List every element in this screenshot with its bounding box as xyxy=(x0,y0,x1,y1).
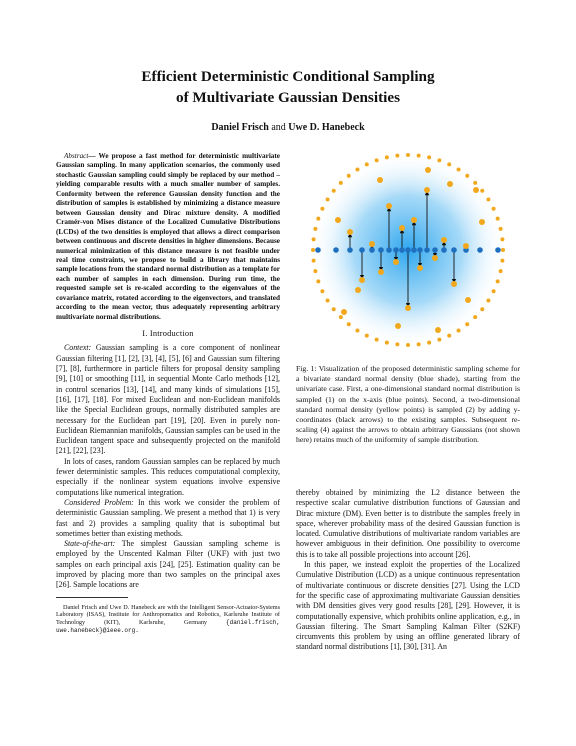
ring-point xyxy=(332,307,336,311)
ring-point xyxy=(339,181,343,185)
ring-point xyxy=(395,342,399,346)
bivariate-point xyxy=(395,323,401,329)
ring-point xyxy=(500,237,504,241)
univariate-point xyxy=(333,247,339,253)
author-name: Daniel Frisch xyxy=(211,122,269,133)
ring-point xyxy=(457,328,461,332)
bivariate-point xyxy=(425,167,431,173)
ring-point xyxy=(316,217,320,221)
ring-point xyxy=(427,341,431,345)
paragraph-text: The simplest Gaussian sampling scheme is employed by the Unscented Kalman Filter (UKF) with just two samples on each principal axis [24], [25]. Estimation quality can be improved by placing more than two samples on the principal axes [26]. Sample locations are xyxy=(56,539,280,590)
ring-point xyxy=(499,227,503,231)
bivariate-point xyxy=(377,177,383,183)
ring-point xyxy=(311,248,315,252)
bivariate-point xyxy=(369,241,375,247)
ring-point xyxy=(465,174,469,178)
ring-point xyxy=(473,315,477,319)
abstract-lead: Abstract xyxy=(64,152,89,160)
ring-point xyxy=(347,322,351,326)
univariate-point xyxy=(359,247,365,253)
title-line-2: of Multivariate Gaussian Densities xyxy=(175,89,400,106)
ring-point xyxy=(480,307,484,311)
ring-point xyxy=(496,279,500,283)
section-heading: I. Introduction xyxy=(142,329,194,339)
author-name: Uwe D. Hanebeck xyxy=(288,122,365,133)
univariate-point xyxy=(477,247,483,253)
univariate-point xyxy=(432,247,438,253)
univariate-point xyxy=(315,247,321,253)
ring-point xyxy=(457,168,461,172)
univariate-point xyxy=(411,247,417,253)
ring-point xyxy=(316,279,320,283)
ring-point xyxy=(500,259,504,263)
title-line-1: Efficient Deterministic Conditional Sampling xyxy=(141,68,435,85)
ring-point xyxy=(312,259,316,263)
figure-caption: Fig. 1: Visualization of the proposed deterministic sampling scheme for a bivariate standard normal density (blue shade), starting from the univariate case. First, a one-dimensional standard normal distribution is sampled (1) on the x-axis (blue points). Second, a two-dimensional standard normal density (yellow points) is sampled (2) by adding y-coordinates (black arrows) to the existing samples. Subsequent re-scaling (4) against the arrows to obtain arbitrary Gaussians (not shown here) retains much of the uniformity of sample distribution. xyxy=(296,364,520,445)
ring-point xyxy=(417,154,421,158)
body-paragraph: thereby obtained by minimizing the L2 distance between the respective scalar cumulative distribution functions of Gaussian and Dirac mixture (DM). Even better is to distribute the samples freely in space, wherever probability mass of the desired Gaussian function is located. Cumulative distributions of multivariate random variables are however ambiguous in their definition. One possibility to overcome this is to take all possible projections into account [26]. xyxy=(296,488,520,559)
author-list xyxy=(60,122,516,134)
ring-point xyxy=(480,189,484,193)
bivariate-point xyxy=(441,237,447,243)
ring-point xyxy=(332,189,336,193)
univariate-point xyxy=(405,247,411,253)
paragraph-text: In this work we consider the problem of deterministic Gaussian sampling. We present a method that 1) is very fast and 2) provides a sampling quality that is suboptimal but sometimes better than existing methods. xyxy=(56,497,280,538)
ring-point xyxy=(486,299,490,303)
univariate-point xyxy=(399,247,405,253)
ring-point xyxy=(437,158,441,162)
ring-point xyxy=(326,299,330,303)
intro-paragraph xyxy=(56,343,280,456)
univariate-point xyxy=(378,247,384,253)
bivariate-point xyxy=(393,259,399,265)
paragraph-lead: Context: xyxy=(64,343,92,353)
ring-point xyxy=(501,248,505,252)
author-separator: and xyxy=(268,122,289,133)
intro-paragraph: In lots of cases, random Gaussian samples can be replaced by much fewer deterministic samples. This reduces computational complexity, especially if the nonlinear system equations involve expensive computations like numerical integration. xyxy=(56,456,280,497)
intro-paragraph xyxy=(56,498,280,539)
ring-point xyxy=(406,153,410,157)
left-column xyxy=(56,152,280,640)
bivariate-point xyxy=(405,305,411,311)
univariate-point xyxy=(369,247,375,253)
ring-point xyxy=(365,334,369,338)
bivariate-point xyxy=(447,181,453,187)
bivariate-point xyxy=(411,217,417,223)
intro-paragraph xyxy=(56,539,280,590)
footnote-rule xyxy=(56,597,128,598)
univariate-point xyxy=(424,247,430,253)
bivariate-point xyxy=(359,277,365,283)
ring-point xyxy=(347,174,351,178)
ring-point xyxy=(427,155,431,159)
bivariate-point xyxy=(341,309,347,315)
ring-point xyxy=(395,154,399,158)
ring-point xyxy=(365,162,369,166)
univariate-point xyxy=(386,247,392,253)
bivariate-point xyxy=(378,269,384,275)
sampling-figure xyxy=(296,150,520,362)
footnote-text: Daniel Frisch and Uwe D. Hanebeck are with the Intelligent Sensor-Actuator-Systems Laboratory (ISAS), Institute for Anthropomatics and Robotics, Karlsruhe Institute of Technology (KIT), Karlsruhe, Germany xyxy=(56,603,280,626)
ring-point xyxy=(406,343,410,347)
ring-point xyxy=(486,197,490,201)
body-paragraph: In this paper, we instead exploit the properties of the Localized Cumulative Distribution (LCD) as a unique continuous representation of multivariate continuous or discrete densities [27]. Using the LCD for the specific case of approximating multivariate Gaussian densities with DM densities gives very good results [28], [29]. However, it is computationally expensive, which prohibits online application, e.g., in Gaussian filtering. The Smart Sampling Kalman Filter (S2KF) circumvents this problem by using an offline generated library of standard normal distributions [1], [30], [31]. An xyxy=(296,560,520,652)
abstract xyxy=(56,152,280,322)
univariate-point xyxy=(495,247,501,253)
ring-point xyxy=(437,338,441,342)
bivariate-point xyxy=(435,327,441,333)
bivariate-point xyxy=(451,281,457,287)
bivariate-point xyxy=(465,297,471,303)
ring-point xyxy=(313,227,317,231)
ring-point xyxy=(355,168,359,172)
footnote xyxy=(56,604,280,634)
bivariate-point xyxy=(473,187,479,193)
ring-point xyxy=(473,181,477,185)
paper-title xyxy=(60,66,516,108)
ring-point xyxy=(385,341,389,345)
ring-point xyxy=(320,289,324,293)
ring-point xyxy=(355,328,359,332)
bivariate-point xyxy=(463,243,469,249)
ring-point xyxy=(313,269,317,273)
ring-point xyxy=(312,237,316,241)
bivariate-point xyxy=(479,219,485,225)
univariate-point xyxy=(347,247,353,253)
ring-point xyxy=(326,197,330,201)
ring-point xyxy=(375,158,379,162)
univariate-point xyxy=(417,247,423,253)
right-column xyxy=(296,488,520,653)
ring-point xyxy=(417,342,421,346)
ring-point xyxy=(447,334,451,338)
univariate-point xyxy=(393,247,399,253)
paragraph-lead: Considered Problem: xyxy=(64,497,134,507)
paragraph-text: Gaussian sampling is a core component of nonlinear Gaussian filtering [1], [2], [3], [4], [5], [6] and Gaussian sum filtering [7], [8], furthermore in particle filters for proposal density sampling [9], [10] or smoothing [11], in sequential Monte Carlo methods [12], in control scenarios [13], [14], and many kinds of simulations [15], [16], [17], [18]. For mixed Euclidean and non-Euclidean manifolds like the Special Euclidean groups, normally distributed samples are necessary for the Euclidean part [19], [20]. Even in purely non-Euclidean Riemannian manifolds, Gaussian samples can be used in the Euclidean tangent space and subsequently projected on the manifold [21], [22], [23]. xyxy=(56,343,280,456)
univariate-point xyxy=(441,247,447,253)
ring-point xyxy=(375,338,379,342)
ring-point xyxy=(447,162,451,166)
abstract-text: — We propose a fast method for deterministic multivariate Gaussian sampling. In many application scenarios, the commonly used stochastic Gaussian sampling could simply be replaced by our method – yielding comparable results with a much smaller number of samples. Conformity between the reference Gaussian density function and the distribution of samples is established by minimizing a distance measure between Gaussian density and Dirac mixture density. A modified Cramér-von Mises distance of the Localized Cumulative Distributions (LCDs) of the two densities is employed that allows a direct comparison between continuous and discrete densities in higher dimensions. Because numerical minimization of this distance measure is not feasible under real time constraints, we propose to build a library that maintains sample locations from the standard normal distribution as a template for each number of samples in each dimension. During run time, the requested sample set is re-scaled according to the eigenvalues of the covariance matrix, rotated according to the eigenvectors, and translated according to the mean vector, thus adequately representing arbitrary multivariate normal distributions. xyxy=(56,152,280,321)
bivariate-point xyxy=(355,287,361,293)
ring-point xyxy=(492,289,496,293)
footnote-emails: {daniel.frisch, uwe.hanebeck}@ieee.org. xyxy=(56,618,281,634)
ring-point xyxy=(492,207,496,211)
ring-point xyxy=(499,269,503,273)
ring-point xyxy=(496,217,500,221)
bivariate-point xyxy=(386,203,392,209)
ring-point xyxy=(385,155,389,159)
bivariate-point xyxy=(335,217,341,223)
paragraph-lead: State-of-the-art: xyxy=(64,539,116,549)
ring-point xyxy=(320,207,324,211)
ring-point xyxy=(339,315,343,319)
bivariate-point xyxy=(432,255,438,261)
ring-point xyxy=(465,322,469,326)
bivariate-point xyxy=(399,225,405,231)
bivariate-point xyxy=(417,265,423,271)
bivariate-point xyxy=(347,229,353,235)
bivariate-point xyxy=(424,187,430,193)
univariate-point xyxy=(451,247,457,253)
